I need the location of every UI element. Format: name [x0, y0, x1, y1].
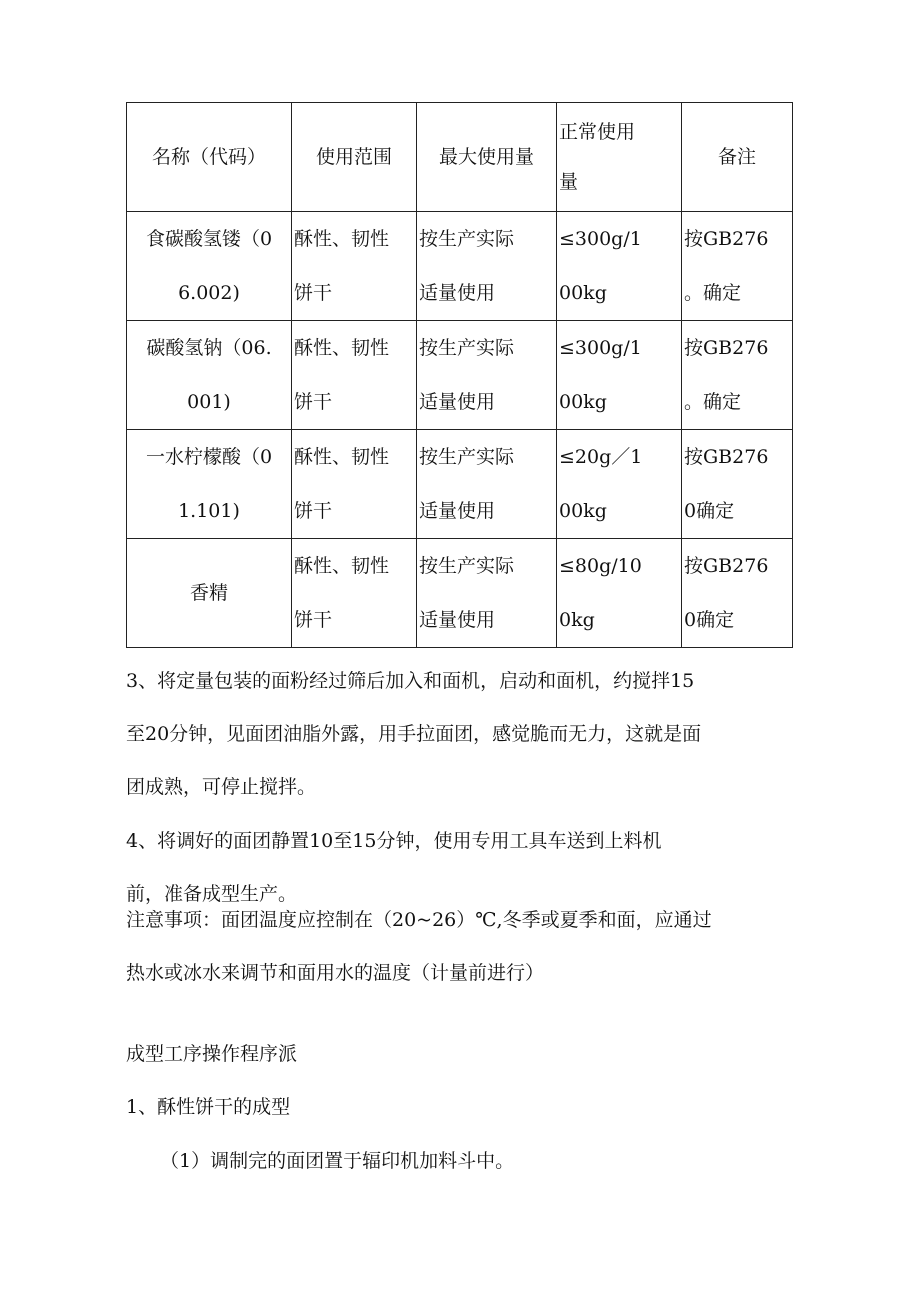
cell-max-usage: 按生产实际 适量使用 [417, 430, 557, 539]
section-step-1: （1）调制完的面团置于辐印机加料斗中。 [160, 1150, 515, 1172]
cell-remarks: 按GB276 。确定 [682, 321, 793, 430]
cell-scope: 酥性、韧性 饼干 [292, 321, 417, 430]
table-row [127, 430, 793, 539]
table-header-row [127, 103, 793, 212]
cell-max-usage: 按生产实际 适量使用 [417, 212, 557, 321]
cell-scope: 酥性、韧性 饼干 [292, 212, 417, 321]
cell-max-usage: 按生产实际 适量使用 [417, 321, 557, 430]
cell-name: 食碳酸氢镂（0 6.002) [127, 212, 292, 321]
paragraph-step-3: 3、将定量包装的面粉经过筛后加入和面机，启动和面机，约搅拌15 至20分钟，见面团油脂外露，用手拉面团，感觉脆而无力，这就是面 团成熟，可停止搅拌。 [126, 670, 702, 798]
cell-scope: 酥性、韧性 饼干 [292, 430, 417, 539]
section-subtitle: 1、酥性饼干的成型 [126, 1096, 291, 1118]
paragraph-step-4: 4、将调好的面团静置10至15分钟，使用专用工具车送到上料机 前，准备成型生产。 [126, 830, 662, 905]
paragraph-note: 注意事项：面团温度应控制在（20~26）℃,冬季或夏季和面，应通过 热水或冰水来调节和面用水的温度（计量前进行） [126, 909, 712, 984]
cell-normal-usage: ≤80g/10 0kg [557, 539, 682, 648]
cell-remarks: 按GB276 。确定 [682, 212, 793, 321]
cell-normal-usage: ≤20g／1 00kg [557, 430, 682, 539]
cell-normal-usage: ≤300g/1 00kg [557, 212, 682, 321]
header-normal-usage: 正常使用 量 [557, 103, 682, 212]
table-row [127, 212, 793, 321]
cell-remarks: 按GB276 0确定 [682, 430, 793, 539]
cell-name: 一水柠檬酸（0 1.101) [127, 430, 292, 539]
cell-remarks: 按GB276 0确定 [682, 539, 793, 648]
header-remarks: 备注 [682, 103, 793, 212]
section-title: 成型工序操作程序派 [126, 1043, 298, 1065]
cell-name: 香精 [127, 539, 292, 648]
header-name: 名称（代码） [127, 103, 292, 212]
cell-normal-usage: ≤300g/1 00kg [557, 321, 682, 430]
cell-scope: 酥性、韧性 饼干 [292, 539, 417, 648]
cell-max-usage: 按生产实际 适量使用 [417, 539, 557, 648]
table-row [127, 321, 793, 430]
header-scope: 使用范围 [292, 103, 417, 212]
additives-table [126, 102, 793, 648]
header-max-usage: 最大使用量 [417, 103, 557, 212]
table-row [127, 539, 793, 648]
cell-name: 碳酸氢钠（06. 001) [127, 321, 292, 430]
